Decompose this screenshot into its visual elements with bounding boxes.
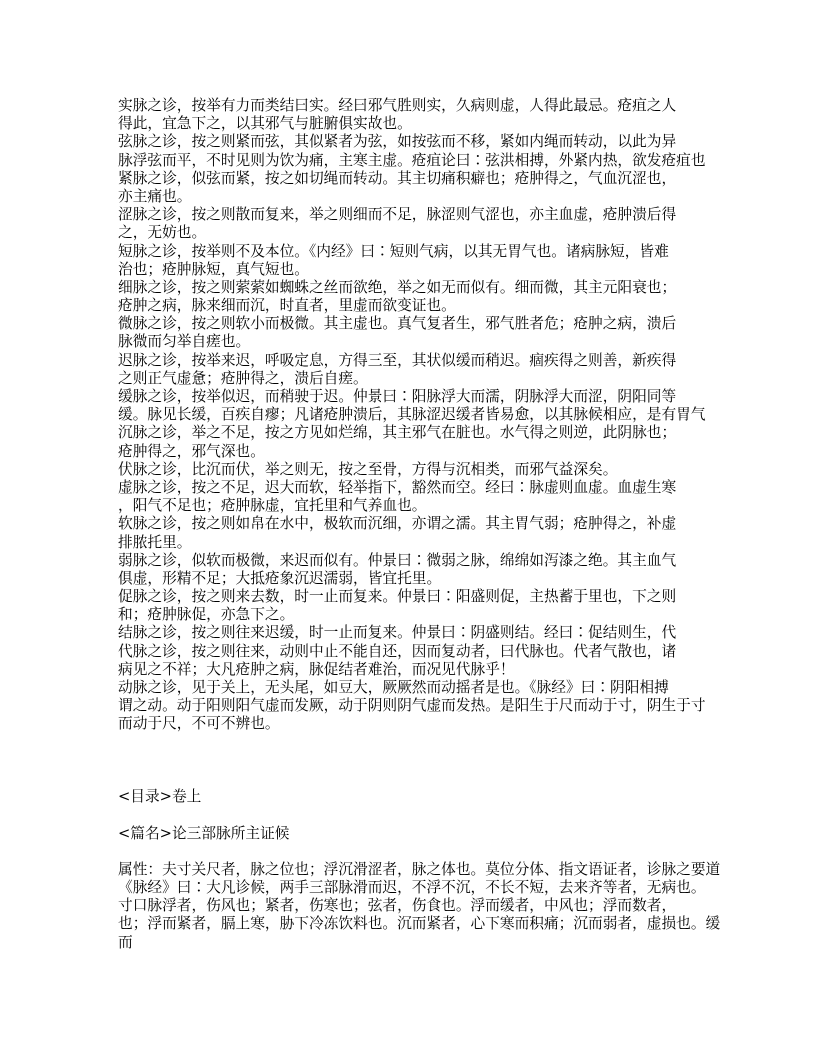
text-line: 虚脉之诊，按之不足，迟大而软，轻举指下，豁然而空。经曰∶脉虚则血虚。血虚生寒 xyxy=(118,478,677,496)
pulse-descriptions-section xyxy=(118,97,726,734)
text-line: 疮肿之病，脉来细而沉，时直者，里虚而欲变证也。 xyxy=(118,297,456,315)
text-line: 弦脉之诊，按之则紧而弦，其似紧者为弦，如按弦而不移，紧如内绳而转动，以此为异 xyxy=(118,133,677,151)
text-line: 代脉之诊，按之则往来，动则中止不能自还，因而复动者，曰代脉也。代者气散也，诸 xyxy=(118,642,677,660)
text-line: 实脉之诊，按举有力而类结曰实。经曰邪气胜则实，久病则虚，人得此最忌。疮疽之人 xyxy=(118,97,677,114)
text-line: 排脓托里。 xyxy=(118,533,192,551)
text-line: 短脉之诊，按举则不及本位。《内经》曰∶短则气病，以其无胃气也。诸病脉短，皆难 xyxy=(118,242,669,260)
toc-marker-line: <目录>卷上 xyxy=(118,788,202,806)
text-line: 沉脉之诊，举之不足，按之方见如烂绵，其主邪气在脏也。水气得之则逆，此阴脉也； xyxy=(118,424,677,442)
text-line: 而动于尺，不可不辨也。 xyxy=(118,715,280,733)
text-line: 也；浮而紧者，膈上寒，胁下冷冻饮料也。沉而紧者，心下寒而积痛；沉而弱者，虚损也。缓 xyxy=(118,915,721,933)
text-line: 伏脉之诊，比沉而伏，举之则无，按之至骨，方得与沉相类，而邪气益深矣。 xyxy=(118,460,618,478)
chapter-title-line: <篇名>论三部脉所主证候 xyxy=(118,824,290,842)
text-line: 脉微而匀举自瘥也。 xyxy=(118,333,251,351)
text-line: 俱虚，形精不足；大抵疮象沉迟濡弱，皆宜托里。 xyxy=(118,569,442,587)
text-line: 病见之不祥；大凡疮肿之病，脉促结者难治，而况见代脉乎！ xyxy=(118,660,515,678)
text-line: 之，无妨也。 xyxy=(118,224,207,242)
text-line: 寸口脉浮者，伤风也；紧者，伤寒也；弦者，伤食也。浮而缓者，中风也；浮而数者， xyxy=(118,897,677,915)
text-line: 结脉之诊，按之则往来迟缓，时一止而复来。仲景曰∶阴盛则结。经曰∶促结则生，代 xyxy=(118,624,677,642)
text-line: 属性：夫寸关尺者，脉之位也；浮沉滑涩者，脉之体也。莫位分体、指文语证者，诊脉之要道 xyxy=(118,860,721,878)
text-line: 之则正气虚惫；疮肿得之，溃后自瘥。 xyxy=(118,369,368,387)
text-line: 谓之动。动于阳则阳气虚而发厥，动于阴则阴气虚而发热。是阳生于尺而动于寸，阴生于寸 xyxy=(118,697,706,715)
text-line: 紧脉之诊，似弦而紧，按之如切绳而转动。其主切痛积癖也；疮肿得之，气血沉涩也， xyxy=(118,169,677,187)
text-line: 促脉之诊，按之则来去数，时一止而复来。仲景曰∶阳盛则促，主热蓄于里也，下之则 xyxy=(118,588,677,606)
three-positions-section xyxy=(118,861,726,952)
text-line: 涩脉之诊，按之则散而复来，举之则细而不足，脉涩则气涩也，亦主血虚，疮肿溃后得 xyxy=(118,206,677,224)
text-line: 治也；疮肿脉短，真气短也。 xyxy=(118,260,309,278)
text-line: 和；疮肿脉促，亦急下之。 xyxy=(118,606,295,624)
text-line: 缓脉之诊，按举似迟，而稍驶于迟。仲景曰∶阳脉浮大而濡，阴脉浮大而涩，阴阳同等 xyxy=(118,388,677,405)
text-line: 动脉之诊，见于关上，无头尾，如豆大，厥厥然而动摇者是也。《脉经》曰∶阴阳相搏 xyxy=(118,679,669,696)
text-line: 得此，宜急下之，以其邪气与脏腑俱实故也。 xyxy=(118,115,412,133)
text-line: 迟脉之诊，按举来迟，呼吸定息，方得三至，其状似缓而稍迟。痼疾得之则善，新疾得 xyxy=(118,351,677,369)
text-line: ，阳气不足也；疮肿脉虚，宜托里和气养血也。 xyxy=(118,497,427,515)
text-line: 《脉经》曰∶大凡诊候，两手三部脉滑而迟，不浮不沉，不长不短，去来齐等者，无病也。 xyxy=(118,879,706,897)
text-line: 细脉之诊，按之则萦萦如蜘蛛之丝而欲绝，举之如无而似有。细而微，其主元阳衰也； xyxy=(118,278,677,296)
text-line: 而 xyxy=(118,933,133,951)
text-line: 弱脉之诊，似软而极微，来迟而似有。仲景曰∶微弱之脉，绵绵如泻漆之绝。其主血气 xyxy=(118,551,677,569)
text-line: 亦主痛也。 xyxy=(118,187,192,205)
text-line: 脉浮弦而平，不时见则为饮为痛，主寒主虚。疮疽论曰∶弦洪相搏，外紧内热，欲发疮疽也 xyxy=(118,151,706,169)
text-line: 微脉之诊，按之则软小而极微。其主虚也。真气复者生，邪气胜者危；疮肿之病，溃后 xyxy=(118,315,677,333)
text-line: 疮肿得之，邪气深也。 xyxy=(118,442,265,460)
text-line: 缓。脉见长缓，百疾自瘳；凡诸疮肿溃后，其脉涩迟缓者皆易愈，以其脉候相应，是有胃气 xyxy=(118,406,706,424)
text-line: 软脉之诊，按之则如帛在水中，极软而沉细，亦谓之濡。其主胃气弱；疮肿得之，补虚 xyxy=(118,515,677,533)
